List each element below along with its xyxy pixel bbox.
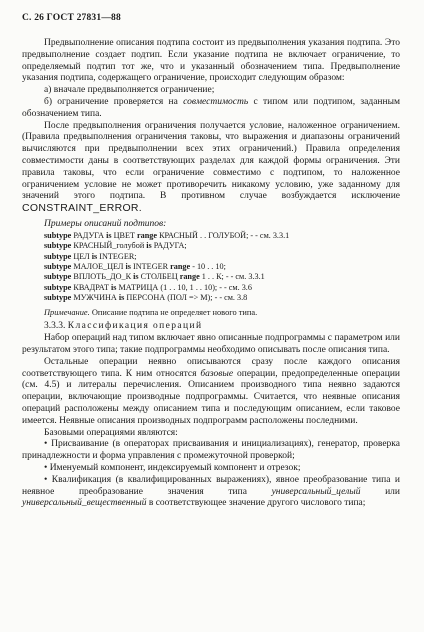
paragraph-implicit-operations: Остальные операции неявно описываются сразу после каждого описания соответствующего типа. К ним относятся базовые операции, предопределенные операции (см. 4.5) и литералы перечисления. Описанием производного типа неявно задаются операции, включающие производные подпрограммы. Считается, что неявные описания операций расположены между описанием типа и последующим описанием, если таковое имеется. Неявные описания производных подпрограмм расположены последними. bbox=[22, 356, 400, 426]
code-line: subtype МАЛОЕ_ЦЕЛ is INTEGER range - 10 . . 10; bbox=[44, 261, 226, 271]
bullet-component: • Именуемый компонент, индексируемый компонент и отрезок; bbox=[44, 462, 301, 473]
code-line: subtype КРАСНЫЙ_голубой is РАДУГА; bbox=[44, 241, 187, 251]
code-examples bbox=[22, 231, 400, 304]
paragraph-subtype-elaboration: Предвыполнение описания подтипа состоит из предвыполнения указания подтипа. Это предвыполнение создает подтип. Если указание подтипа не включает ограничение, то определяемый подтип тот же, что и указанный обозначением типа. Предвыполнение указания подтипа, содержащего ограничение, происходит следующим образом: bbox=[22, 38, 400, 84]
paragraph-constraint: После предвыполнения ограничения получается условие, наложенное ограничением. (Правила предвыполнения ограничения таковы, что выражения и диапазоны ограничений вычисляются при предвыполнении всех этих ограничений.) Правила определения совместимости даны в соответствующих разделах для каждой формы ограничения. Эти правила таковы, что если ограничение совместимо с подтипом, то наложенное ограничением условие не может противоречить никакому условию, уже заданному для значений этого подтипа. В противном случае возбуждается исключение CONSTRAINT_ERROR. bbox=[22, 120, 400, 215]
bullet-assignment: • Присваивание (в операторах присваивания и инициализациях), генератор, проверка принадлежности и форма управления с промежуточной проверкой; bbox=[22, 439, 400, 462]
note: Примечание. Описание подтипа не определяет нового типа. bbox=[44, 307, 258, 317]
code-line: subtype ВПЛОТЬ_ДО_К is СТОЛБЕЦ range 1 . . К; - - см. 3.3.1 bbox=[44, 272, 265, 282]
section-heading: 3.3.3. Классификация операций bbox=[44, 321, 203, 332]
code-line: subtype КВАДРАТ is МАТРИЦА (1 . . 10, 1 . . 10); - - см. 3.6 bbox=[44, 282, 252, 292]
page-header: С. 26 ГОСТ 27831—88 bbox=[22, 13, 121, 23]
code-line: subtype ЦЕЛ is INTEGER; bbox=[44, 251, 137, 261]
paragraph-operations: Набор операций над типом включает явно описанные подпрограммы с параметром или результатом этого типа; такие подпрограммы необходимо описывать после описания типа. bbox=[22, 333, 400, 355]
constraint-error-keyword: CONSTRAINT_ERROR. bbox=[22, 202, 143, 215]
code-line: subtype МУЖЧИНА is ПЕРСОНА (ПОЛ => М); - - см. 3.8 bbox=[44, 293, 248, 303]
list-item-a: а) вначале предвыполняется ограничение; bbox=[44, 85, 215, 96]
document-body bbox=[22, 38, 400, 510]
bullet-qualification: • Квалификация (в квалифицированных выражениях), явное преобразование типа и неявное преобразование значения типа универсальный_целый или универсальный_вещественный в соответствующее значение другого числового типа; bbox=[22, 474, 400, 509]
list-item-b: б) ограничение проверяется на совместимость с типом или подтипом, заданным обозначением типа. bbox=[22, 96, 400, 119]
code-line: subtype РАДУГА is ЦВЕТ range КРАСНЫЙ . . ГОЛУБОЙ; - - см. 3.3.1 bbox=[44, 230, 290, 240]
examples-title: Примеры описаний подтипов: bbox=[44, 218, 167, 229]
paragraph-basic-operations: Базовыми операциями являются: bbox=[44, 427, 178, 438]
